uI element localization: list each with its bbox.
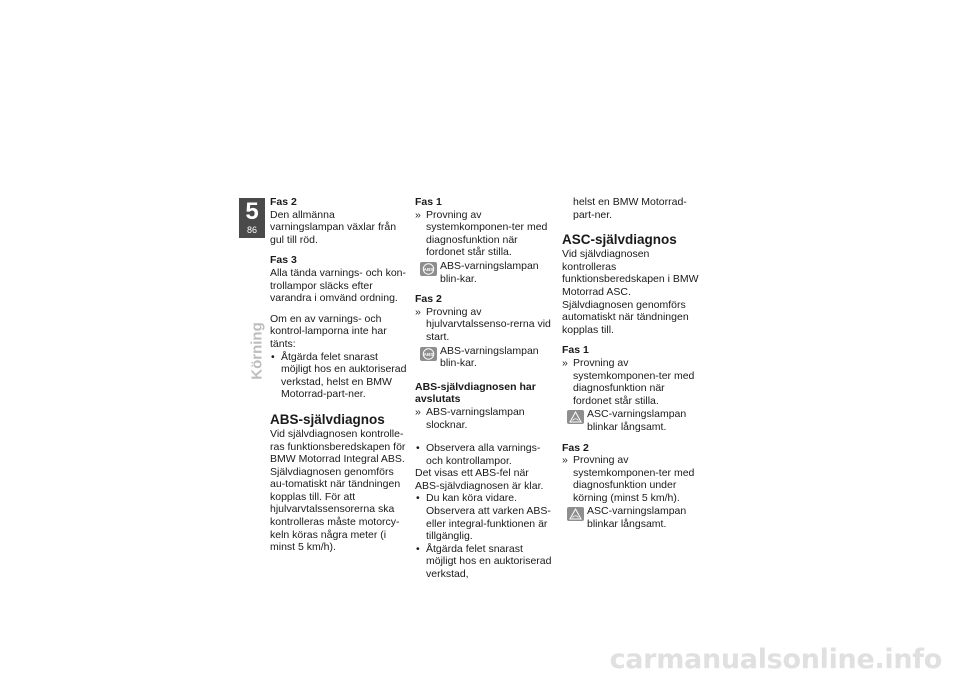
col3-fas2-lamp-text: ASC-varningslampan blinkar långsamt. — [587, 505, 687, 531]
col2-fas1-lamp-row — [415, 260, 553, 285]
abs-lamp-label: ABS — [423, 266, 434, 272]
col3-fas1-lamp-text: ASC-varningslampan blinkar långsamt. — [587, 408, 687, 433]
chapter-label — [247, 316, 267, 386]
col2-fas1-title: Fas 1 — [415, 196, 442, 208]
col2-fas2-step: » Provning av hjulvarvtalssenso-rerna vid start. — [415, 306, 553, 344]
col1-warn-text: Om en av varnings- och kontrol-lamporna inte har tänts: — [270, 312, 387, 350]
asc-warning-lamp-icon — [567, 410, 584, 424]
column-2 — [415, 196, 553, 581]
asc-warning-lamp-icon — [567, 507, 584, 521]
col2-fault-text: Det visas ett ABS-fel när ABS-självdiagnosen är klar. — [415, 467, 544, 492]
col3-fas2-lamp-row — [562, 505, 702, 530]
col2-observe-bullet: • Observera alla varnings- och kontrollampor. — [415, 442, 553, 467]
column-3 — [562, 196, 702, 531]
col3-fas2-step: » Provning av systemkomponen-ter med diagnosfunktion under körning (minst 5 km/h). — [562, 454, 702, 504]
asc-section-title: ASC-självdiagnos — [562, 232, 677, 248]
col1-fas3-text: Alla tända varnings- och kon-trollampor släcks efter varandra i omvänd ordning. — [270, 266, 406, 305]
col3-asc-text2: Självdiagnosen genomförs automatiskt när tändningen kopplas till. — [562, 298, 689, 336]
col2-fas2-title: Fas 2 — [415, 293, 442, 306]
col3-fas1-lamp-row — [562, 408, 702, 433]
col3-fas1-title: Fas 1 — [562, 344, 589, 357]
chapter-label-text: Körning — [248, 322, 266, 380]
col3-fas2-title: Fas 2 — [562, 441, 589, 454]
col2-fix-bullet: • Åtgärda felet snarast möjligt hos en auktoriserad verkstad, — [415, 543, 553, 581]
abs-done-title: ABS-självdiagnosen har avslutats — [415, 380, 536, 406]
col1-abs-text: Vid självdiagnosen kontrolle-ras funktionsberedskapen för BMW Motorrad Integral ABS. Självdiagnosen genomförs au-tomatiskt när tändningen kopplas till. För att hjulvarvtalssensorerna ska kontrolleras måste motorcy-keln köras några meter (i minst 5 km/h). — [270, 427, 406, 554]
col2-fas2-lamp-text: ABS-varningslampan blin-kar. — [440, 344, 539, 370]
col3-asc-text1: Vid självdiagnosen kontrolleras funktionsberedskapen i BMW Motorrad ASC. — [562, 248, 699, 298]
abs-warning-lamp-icon — [420, 347, 437, 361]
col2-fas1-lamp-text: ABS-varningslampan blin-kar. — [440, 259, 539, 285]
chapter-number: 5 — [245, 198, 259, 225]
page-number: 86 — [246, 225, 257, 235]
abs-lamp-label: ABS — [423, 351, 434, 357]
col2-fas1-step: » Provning av systemkomponen-ter med diagnosfunktion när fordonet står stilla. — [415, 209, 553, 259]
col3-cont-text: helst en BMW Motorrad-part-ner. — [573, 196, 687, 221]
col2-done-step: » ABS-varningslampan slocknar. — [415, 406, 553, 431]
col2-drive-bullet: • Du kan köra vidare. Observera att varken ABS- eller integral-funktionen är tillgänglig. — [415, 492, 553, 542]
col2-fas2-lamp-row — [415, 345, 553, 370]
abs-section-title: ABS-självdiagnos — [270, 411, 385, 427]
col1-fas3-title: Fas 3 — [270, 254, 297, 267]
column-1 — [270, 196, 408, 554]
col1-fas2-title: Fas 2 — [270, 196, 297, 208]
col1-fas2-text: Den allmänna varningslampan växlar från gul till röd. — [270, 208, 397, 246]
watermark: carmanualsonline.info — [609, 644, 942, 675]
col1-warn-bullet: • Åtgärda felet snarast möjligt hos en auktoriserad verkstad, helst en BMW Motorrad-part-ner. — [270, 351, 408, 401]
abs-warning-lamp-icon — [420, 262, 437, 276]
col3-fas1-step: » Provning av systemkomponen-ter med diagnosfunktion när fordonet står stilla. — [562, 357, 702, 407]
chapter-tab — [239, 198, 265, 238]
